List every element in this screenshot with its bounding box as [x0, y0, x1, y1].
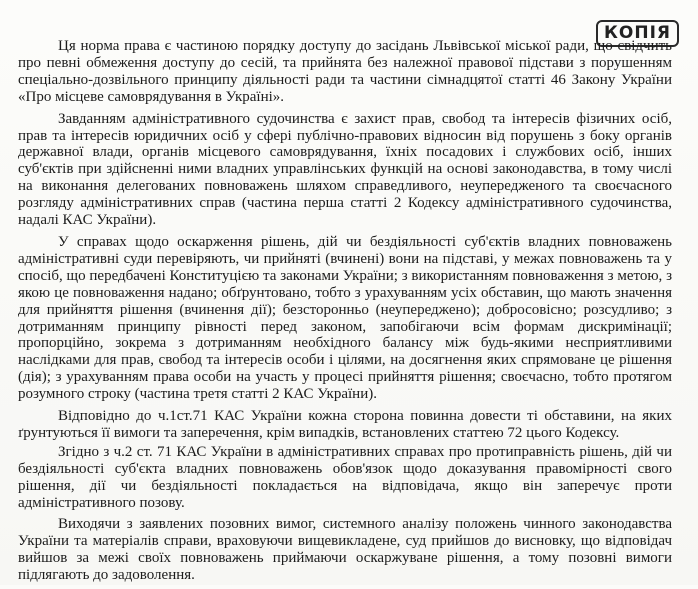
- paragraph: Згідно з ч.2 ст. 71 КАС України в адміністративних справах про протиправність рішень, дій чи бездіяльності суб'єкта владних повноважень обов'язок щодо доказування правомірності свого рішення, дії чи бездіяльності покладається на відповідача, якщо він заперечує проти адміністративного позову.: [18, 443, 672, 511]
- copy-stamp: КОПІЯ: [596, 20, 679, 47]
- paragraph: Виходячи з заявлених позовних вимог, системного аналізу положень чинного законодавства України та матеріалів справи, враховуючи вищевикладене, суд прийшов до висновку, що відповідач вийшов за межі своїх повноважень приймаючи оскаржуване рішення, а тому позовні вимоги підлягають до задоволення.: [18, 516, 672, 584]
- document-body: [18, 38, 672, 589]
- paragraph: Завданням адміністративного судочинства є захист прав, свобод та інтересів фізичних осіб, прав та інтересів юридичних осіб у сфері публічно-правових відносин від порушень з боку органів державної влади, органів місцевого самоврядування, їхніх посадових і службових осіб, інших суб'єктів при здійсненні ними владних управлінських функцій на основі законодавства, в тому числі на виконання делегованих повноважень шляхом справедливого, неупередженого та своєчасного розгляду адміністративних справ (частина перша статті 2 Кодексу адміністративного судочинства, надалі КАС України).: [18, 110, 672, 229]
- paragraph: Відповідно до ч.1ст.71 КАС України кожна сторона повинна довести ті обставини, на яких ґрунтуються її вимоги та заперечення, крім випадків, встановлених статтею 72 цього Кодексу.: [18, 408, 672, 441]
- paragraph: У справах щодо оскарження рішень, дій чи бездіяльності суб'єктів владних повноважень адміністративні суди перевіряють, чи прийняті (вчинені) вони на підставі, у межах повноважень та у спосіб, що передбачені Конституцією та законами України; з використанням повноваження з метою, з якою це повноваження надано; обґрунтовано, тобто з урахуванням усіх обставин, що мають значення для прийняття рішення (вчинення дії); безсторонньо (неупереджено); добросовісно; розсудливо; з дотриманням принципу рівності перед законом, запобігаючи всім формам дискримінації; пропорційно, зокрема з дотриманням необхідного балансу між будь-якими несприятливими наслідками для прав, свобод та інтересів особи і цілями, на досягнення яких спрямоване це рішення (дія); з урахуванням права особи на участь у процесі прийняття рішення; своєчасно, тобто протягом розумного строку (частина третя статті 2 КАС України).: [18, 233, 672, 403]
- paragraph: Ця норма права є частиною порядку доступу до засідань Львівської міської ради, що свідчить про певні обмеження доступу до сесій, та прийнята без належної правової підстави з порушенням спеціально-дозвільного принципу діяльності ради та частини сімнадцятої статті 46 Закону України «Про місцеве самоврядування в Україні».: [18, 38, 672, 105]
